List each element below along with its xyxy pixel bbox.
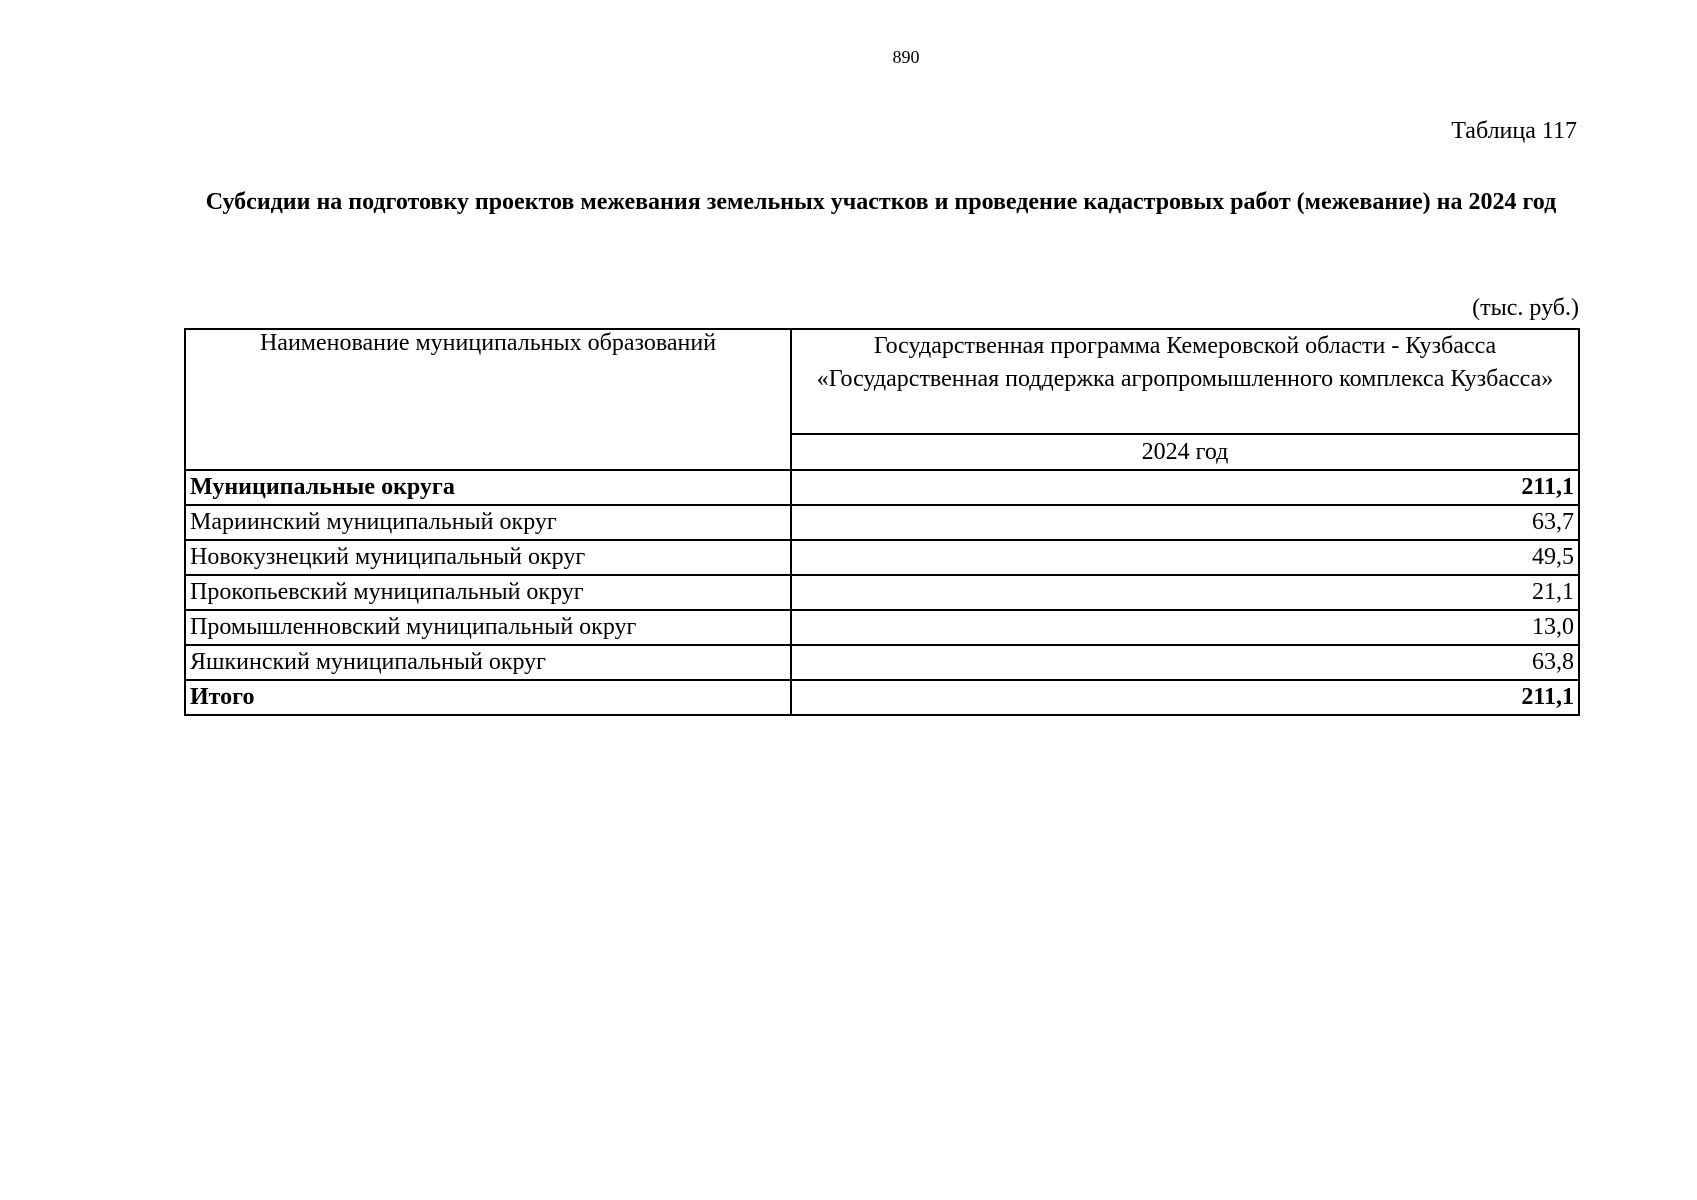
row-value: 13,0 [791, 610, 1579, 645]
row-name: Мариинский муниципальный округ [185, 505, 791, 540]
table-row [185, 645, 1579, 680]
table-row [185, 575, 1579, 610]
table-row [185, 505, 1579, 540]
subsidy-table [184, 328, 1580, 716]
row-value: 211,1 [791, 470, 1579, 505]
header-municipality-name: Наименование муниципальных образований [185, 329, 791, 470]
table-reference: Таблица 117 [1451, 118, 1577, 144]
row-value: 21,1 [791, 575, 1579, 610]
row-name: Муниципальные округа [185, 470, 791, 505]
table-row [185, 540, 1579, 575]
table-row-total [185, 680, 1579, 715]
row-name: Яшкинский муниципальный округ [185, 645, 791, 680]
row-name: Новокузнецкий муниципальный округ [185, 540, 791, 575]
row-name: Итого [185, 680, 791, 715]
row-value: 211,1 [791, 680, 1579, 715]
row-value: 63,7 [791, 505, 1579, 540]
row-value: 49,5 [791, 540, 1579, 575]
page-number: 890 [892, 47, 920, 67]
header-state-program: Государственная программа Кемеровской области - Кузбасса «Государственная поддержка агропромышленного комплекса Кузбасса» [791, 329, 1579, 434]
row-value: 63,8 [791, 645, 1579, 680]
row-name: Прокопьевский муниципальный округ [185, 575, 791, 610]
units-label: (тыс. руб.) [1472, 295, 1579, 321]
document-title: Субсидии на подготовку проектов межевания земельных участков и проведение кадастровых работ (межевание) на 2024 год [205, 189, 1557, 215]
row-name: Промышленновский муниципальный округ [185, 610, 791, 645]
table-row [185, 610, 1579, 645]
header-year: 2024 год [791, 434, 1579, 470]
table-row [185, 470, 1579, 505]
